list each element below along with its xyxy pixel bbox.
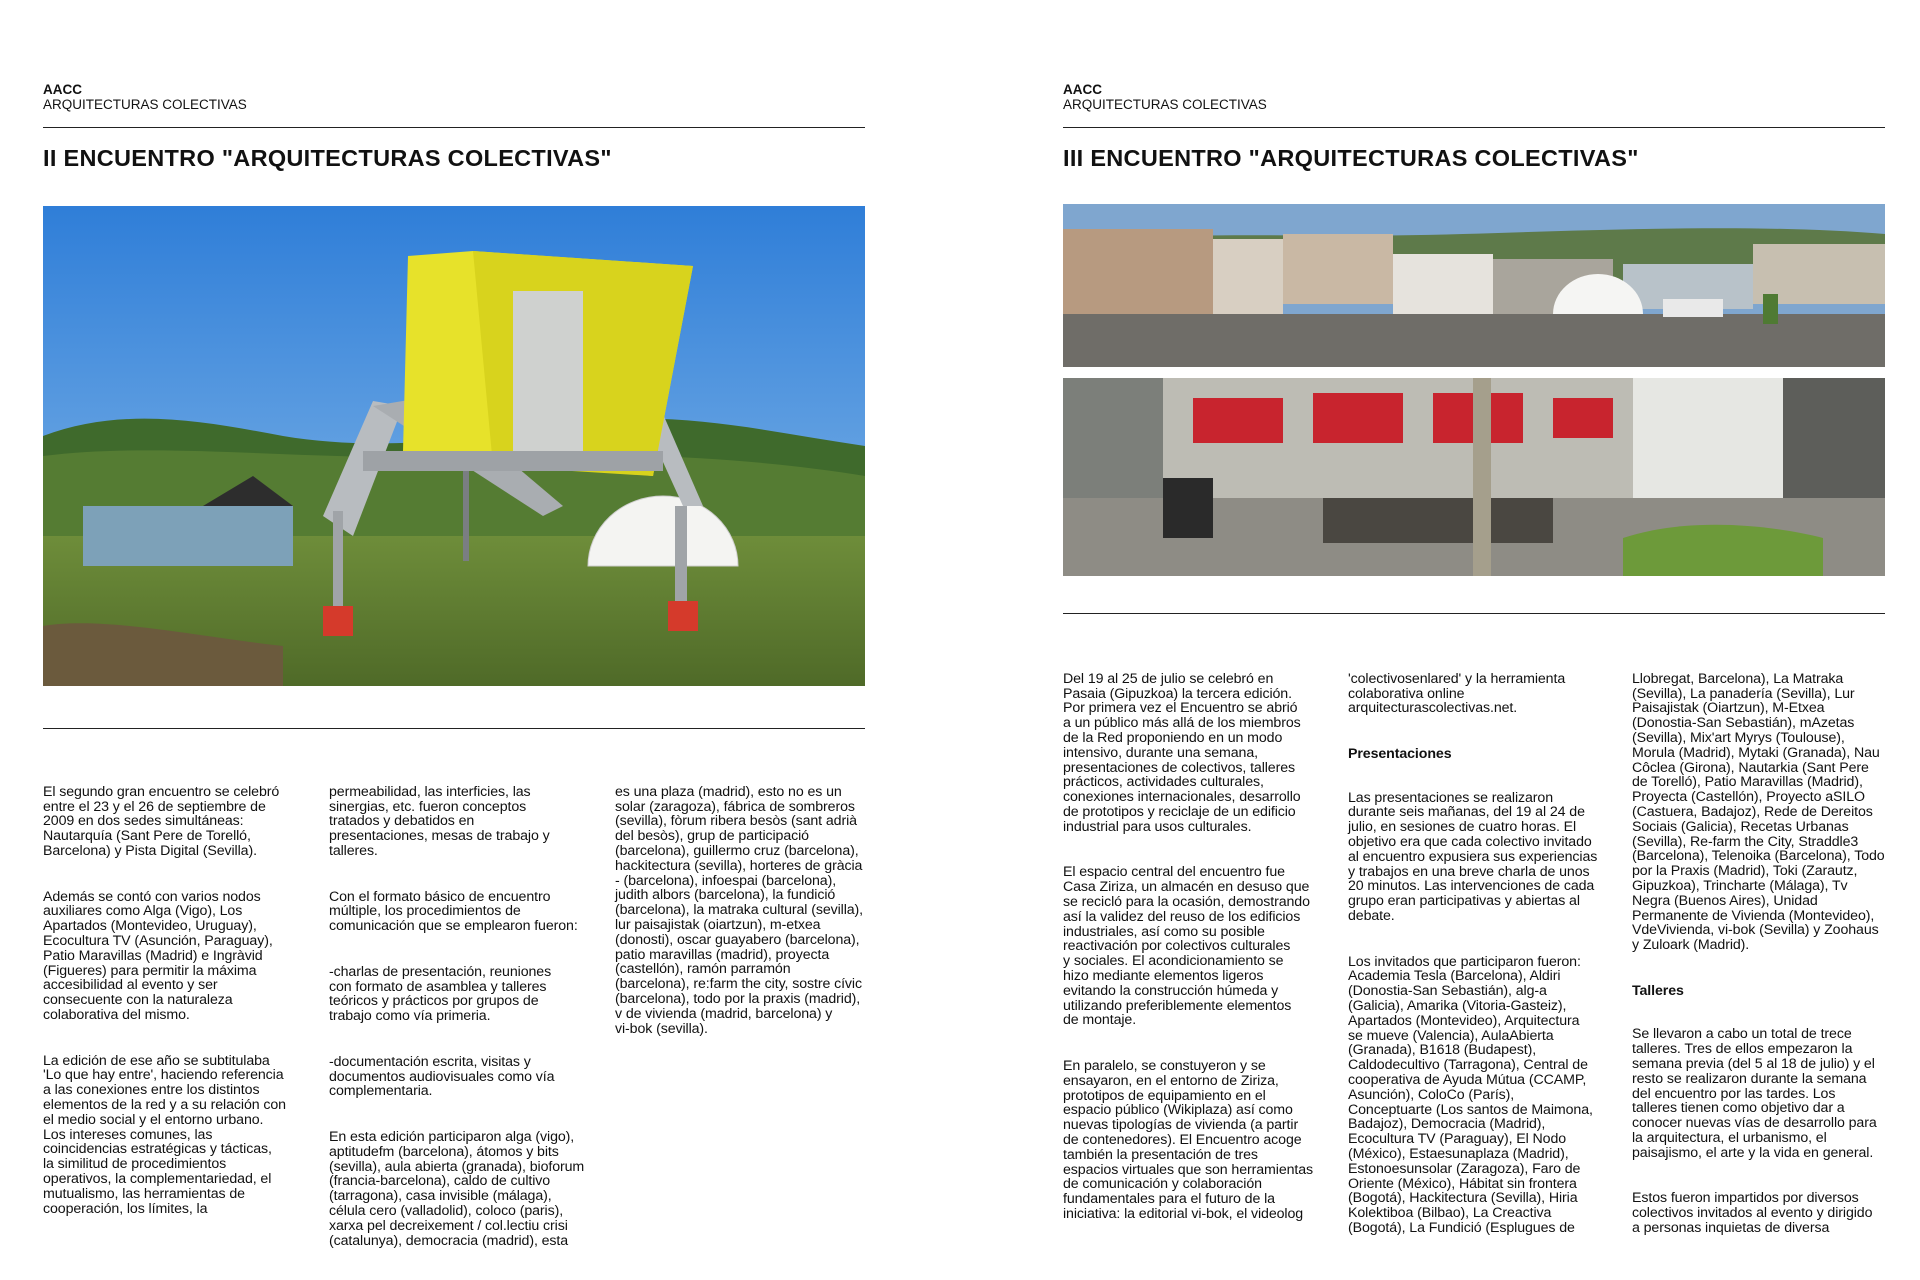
photo-yellow-container [43, 206, 865, 686]
section-title: III ENCUENTRO "ARQUITECTURAS COLECTIVAS" [1063, 145, 1639, 171]
paragraph: es una plaza (madrid), esto no es un solar (zaragoza), fábrica de sombreros (sevilla), fòrum ribera besòs (sant adrià del besòs), grup de participació (barcelona), guillermo cruz (barcelona), hackitectura (sevilla), horteres de gràcia - (barcelona), infoespai (barcelona), judith albors (barcelona), la fundició (barcelona), la matraka cultural (sevilla), lur paisajistak (oiartzun), m-etxea (donosti), oscar guayabero (barcelona), patio maravillas (madrid), proyecta (castellón), ramón parramón (barcelona), re:farm the city, sostre cívic (barcelona), todo por la praxis (madrid), v de vivienda (madrid, barcelona) y vi-bok (sevilla). [615, 783, 864, 1037]
paragraph: permeabilidad, las interficies, las sinergias, etc. fueron conceptos tratados y debatidos en presentaciones, mesas de trabajo y talleres. [329, 783, 550, 859]
paragraph: En esta edición participaron alga (vigo), aptitudefm (barcelona), átomos y bits (sevilla), aula abierta (granada), bioforum (francia-barcelona), caldo de cultivo (tarragona), casa invisible (málaga), célula cero (valladolid), coloco (paris), xarxa pel decreixement / col.lectiu crisi (catalunya), democracia (madrid), esta [329, 1128, 585, 1249]
text-column-1 [43, 770, 313, 1247]
text-column-3 [615, 770, 875, 1067]
text-column-3 [1632, 657, 1902, 1266]
right-page [960, 0, 1920, 1280]
page-header [43, 82, 247, 112]
header-brand: AACC [43, 82, 82, 97]
paragraph: Se llevaron a cabo un total de trece talleres. Tres de ellos empezaron la semana previa (del 5 al 18 de julio) y el resto se realizaron durante la semana del encuentro por las tardes. Los talleres tienen como objetivo dar a conocer nuevas vías de desarrollo para la arquitectura, el urbanismo, el paisajismo, el arte y la vida en general. [1632, 1026, 1877, 1161]
photo-rule [1063, 613, 1885, 614]
photo-panorama-warehouse-interior-icon [1063, 378, 1885, 576]
subheading-talleres: Talleres [1632, 982, 1684, 999]
text-column-2 [329, 770, 599, 1279]
paragraph: Estos fueron impartidos por diversos colectivos invitados al evento y dirigido a personas inquietas de diversa [1632, 1190, 1873, 1236]
paragraph: En paralelo, se constuyeron y se ensayaron, en el entorno de Ziriza, prototipos de equipamiento en el espacio público (Wikiplaza) así como nuevas tipologías de vivienda (a partir de contenedores). El Encuentro acoge también la presentación de tres espacios virtuales que son herramientas de comunicación y colaboración fundamentales para el futuro de la iniciativa: la editorial vi-bok, el videolog [1063, 1057, 1314, 1222]
paragraph: Además se contó con varios nodos auxiliares como Alga (Vigo), Los Apartados (Montevideo, Uruguay), Ecocultura TV (Asunción, Paraguay), Patio Maravillas (Madrid) e Ingràvid (Figueres) para permitir la máxima accesibilidad al evento y ser consecuente con la naturaleza colaborativa del mismo. [43, 888, 273, 1023]
paragraph: Los invitados que participaron fueron: Academia Tesla (Barcelona), Aldiri (Donostia-San Sebastián), alg-a (Galicia), Amarika (Vitoria-Gasteiz), Apartados (Montevideo), Arquitectura se mueve (Valencia), AulaAbierta (Granada), B1618 (Budapest), Caldodecultivo (Tarragona), Central de cooperativa de Ayuda Mútua (CCAMP, Asunción), ColoCo (París), Conceptuarte (Los santos de Maimona, Badajoz), Democracia (Madrid), Ecocultura TV (Paraguay), El Nodo (México), Estaesunaplaza (Madrid), Estonoesunsolar (Zaragoza), Faro de Oriente (México), Hábitat sin frontera (Bogotá), Hackitectura (Sevilla), Hiria Kolektiboa (Bilbao), La Creactiva (Bogotá), La Fundició (Esplugues de [1348, 953, 1593, 1236]
paragraph: -documentación escrita, visitas y documentos audiovisuales como vía complementaria. [329, 1053, 555, 1100]
paragraph: 'colectivosenlared' y la herramienta colaborativa online arquitecturascolectivas.net. [1348, 670, 1566, 717]
photo-panorama-pasaia-icon [1063, 204, 1885, 367]
header-rule [1063, 127, 1885, 128]
header-brand: AACC [1063, 82, 1102, 97]
paragraph: Del 19 al 25 de julio se celebró en Pasaia (Gipuzkoa) la tercera edición. Por primera vez el Encuentro se abrió a un público más allá de los miembros de la Red proponiendo en un modo intensivo, durante una semana, presentaciones de colectivos, talleres prácticos, actividades culturales, conexiones internacionales, desarrollo de prototipos y reciclaje de un edificio industrial para usos culturales. [1063, 670, 1301, 835]
paragraph: El espacio central del encuentro fue Casa Ziriza, un almacén en desuso que se recicló para la ocasión, demostrando así la validez del reuso de los edificios industriales, así como su posible reactivación por colectivos culturales y sociales. El acondicionamiento se hizo mediante elementos ligeros evitando la construcción húmeda y utilizando preferiblemente elementos de montaje. [1063, 864, 1310, 1029]
photo-warehouse-interior [1063, 378, 1885, 576]
subheading-presentaciones: Presentaciones [1348, 745, 1452, 762]
text-column-1 [1063, 657, 1333, 1252]
photo-panorama-pasaia [1063, 204, 1885, 367]
paragraph: La edición de ese año se subtitulaba 'Lo que hay entre', haciendo referencia a las conexiones entre los distintos elementos de la red y a su relación con el medio social y el entorno urbano. Los intereses comunes, las coincidencias estratégicas y tácticas, la similitud de procedimientos operativos, la complementariedad, el mutualismo, las herramientas de cooperación, los límites, la [43, 1052, 286, 1217]
header-subtitle: ARQUITECTURAS COLECTIVAS [1063, 97, 1267, 112]
photo-yellow-container-icon [43, 206, 865, 686]
header-subtitle: ARQUITECTURAS COLECTIVAS [43, 97, 247, 112]
page-header [1063, 82, 1267, 112]
photo-rule [43, 728, 865, 729]
section-title: II ENCUENTRO "ARQUITECTURAS COLECTIVAS" [43, 145, 612, 171]
text-column-2 [1348, 657, 1618, 1266]
paragraph: El segundo gran encuentro se celebró entre el 23 y el 26 de septiembre de 2009 en dos sedes simultáneas: Nautarquía (Sant Pere de Torelló, Barcelona) y Pista Digital (Sevilla). [43, 783, 280, 859]
paragraph: Con el formato básico de encuentro múltiple, los procedimientos de comunicación que se emplearon fueron: [329, 888, 578, 935]
paragraph: Las presentaciones se realizaron durante seis mañanas, del 19 al 24 de julio, en sesiones de cuatro horas. El objetivo era que cada colectivo invitado al encuentro expusiera sus experiencias y trabajos en una breve charla de unos 20 minutos. Las intervenciones de cada grupo eran participativas y abiertas al debate. [1348, 789, 1598, 924]
header-rule [43, 127, 865, 128]
paragraph: -charlas de presentación, reuniones con formato de asamblea y talleres teóricos y prácticos por grupos de trabajo como vía primeria. [329, 963, 552, 1025]
paragraph: Llobregat, Barcelona), La Matraka (Sevilla), La panadería (Sevilla), Lur Paisajistak (Oiartzun), M-Etxea (Donostia-San Sebastián), mAzetas (Sevilla), Mix'art Myrys (Toulouse), Morula (Madrid), Mytaki (Granada), Nau Côclea (Girona), Nautarkia (Sant Pere de Torelló), Patio Maravillas (Madrid), Proyecta (Castellón), Proyecto aSILO (Castuera, Badajoz), Rede de Dereitos Sociais (Galicia), Recetas Urbanas (Sevilla), Re-farm the City, Straddle3 (Barcelona), Telenoika (Barcelona), Todo por la Praxis (Madrid), Toki (Zarautz, Gipuzkoa), Trincharte (Málaga), Tv Negra (Buenos Aires), Unidad Permanente de Vivienda (Montevideo), VdeVivienda, vi-bok (Sevilla) y Zoohaus y Zuloark (Madrid). [1632, 670, 1885, 954]
